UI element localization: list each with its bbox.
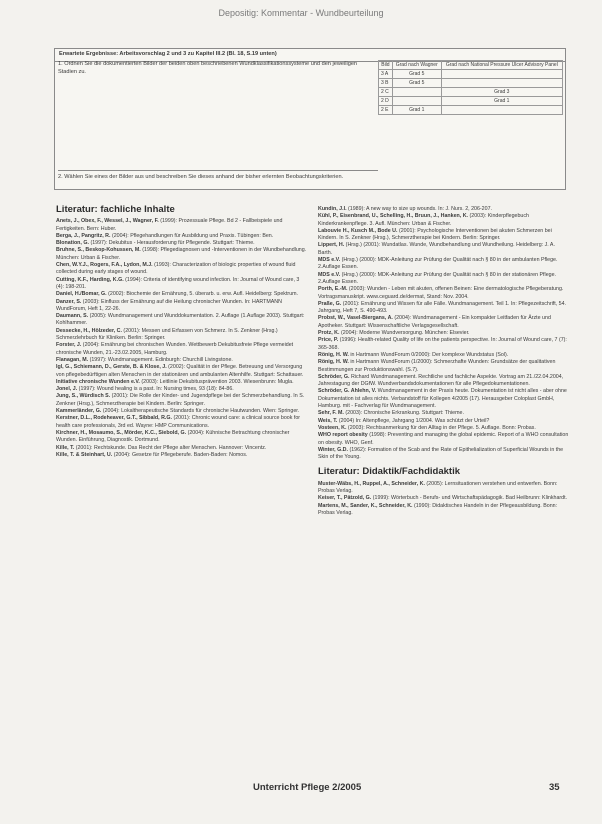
reference-text: (2002): Qualität in der Pflege. Betreuung und Versorgung von pflegebedürftigen alten Menschen in der stationären und ambulanten Altenhilfe. Stuttgart: Schattauer. [56,364,304,378]
reference-entry [56,240,308,247]
reference-text: (2001): Rechtskunde. Das Recht der Pflege alter Menschen. Hannover: Vincentz. [74,444,267,451]
reference-author: Berga, J., Pangritz, R. [56,232,111,239]
table-cell [392,88,441,97]
reference-author: Kille, T. & Steinhart, U. [56,451,113,458]
reference-author: MDS e.V. [318,257,341,264]
reference-text: (2001): Chronic wound care: a clinical source book for health care professionals, 3rd ed. Wayne: HMP Communications. [56,415,301,429]
reference-author: Jonel, J. [56,386,78,393]
table-header-cell: Grad nach National Pressure Ulcer Advisory Panel [441,61,562,70]
reference-entry [56,386,308,393]
reference-text: (1994): Criteria of identifying wound infection. In: Journal of Wound care, 3 (4): 198-201. [56,276,300,290]
reference-text: (1997): Dekubitus - Herausforderung für Pflegende. Stuttgart: Thieme. [88,240,255,247]
reference-text: Richard Wundmanagement. Rechtliche und fachliche Aspekte. Vortrag am 21./22.04.2004, Jahrestagung der DGfW. Wundverbandsdokumentationen für alle Pflegedokumentationen. [318,373,564,388]
reference-author: Vosteen, K. [318,424,347,431]
right-column [318,206,570,517]
reference-entry [318,447,570,462]
table-cell [441,70,562,79]
reference-author: Rönig, H. W. [318,359,349,366]
table-cell: Grad 5 [392,79,441,88]
task-box [54,48,566,190]
reference-author: Kundin, J.I. [318,206,347,212]
reference-entry [318,410,570,417]
reference-entry [318,432,570,447]
table-cell: Grad 1 [441,97,562,106]
reference-text: (2005): Wundmanagement und Wunddokumentation. 2. Auflage (1.Auflage 2003). Stuttgart: Kohlhammer. [56,313,305,327]
reference-author: Forster, J. [56,342,82,349]
reference-entry [56,277,308,292]
reference-text: (1999): Wörterbuch - Berufs- und Wirtschaftspädagogik. Bad Heilbrunn: Klinkhardt. [371,495,568,502]
reference-author: Winter, G.D. [318,446,348,453]
reference-entry [318,388,570,410]
reference-text: in Hartmann WundForum (1/2000): Schmerzhafte Wunden: Grundsätze der qualitativen Bestimmungen zur Produktionswahl. (S.7). [318,359,556,373]
reference-entry [318,503,570,518]
reference-text: (2004): Wundmanagement - Ein kompakter Leitfaden für Ärzte und Apotheker. Stuttgart: Wissenschaftliche Verlagsgesellschaft. [318,315,551,329]
reference-entry [56,247,308,262]
reference-author: Muster-Wäbs, H., Ruppel, A., Schneider, K. [318,480,425,487]
reference-text: (1998): Pflegediagnosen und -Interventionen in der Wundbehandlung. München: Urban & Fischer. [56,247,307,261]
reference-text: (2001): Die Rolle der Kinder- und Jugendpflege bei der Schmerzbehandlung. In S. Zenkner (Hrsg.), Schmerztherapie bei Kindern. Berlin: Springer. [56,393,305,407]
reference-entry [56,445,308,452]
table-cell: 2 C [379,88,393,97]
reference-text: (2004) In: Altenpflege, Jahrgang 1/2004. Was schützt der Urteil? [337,417,490,424]
reference-author: Kerstner, D.L., Rodeheaver, G.T., Sibbald, R.G. [56,415,172,422]
reference-author: WHO report obesity [318,432,368,439]
table-row [379,70,563,79]
reference-text: in Hartmann WundForum 0/2000): Der komplexe Wundstatus (Sol). [348,351,509,358]
reference-author: Probst, W., Vasel-Biergans, A. [318,315,393,322]
reference-text: (1997): Wound healing is a past. In: Nursing times, 93 (18): 84-86. [77,386,234,393]
reference-entry [318,301,570,316]
page-number: 35 [549,782,560,793]
reference-entry [318,495,570,502]
reference-author: Protz, K. [318,330,340,337]
reference-text: (Hrsg.) (2000): MDK-Anleitung zur Prüfung der Qualität nach § 80 in der ambulanten Pflege. 2.Auflage Essen. [318,257,558,271]
reference-entry [318,257,570,272]
reference-author: Weis, T. [318,417,338,424]
reference-entry [318,272,570,287]
table-cell: 2 D [379,97,393,106]
left-column [56,206,308,459]
reference-text: (1998): Preventing and managing the global epidemic. Report of a WHO consultation on obesity. WHO, Genf. [318,432,569,446]
reference-entry [56,364,308,379]
reference-text: (1990): Didaktisches Handeln in der Pflegeausbildung. Bonn: Probas Verlag. [318,502,558,516]
reference-author: Labouvie H., Kusch M., Bode U. [318,227,398,234]
reference-entry [318,481,570,496]
reference-entry [56,262,308,277]
reference-entry [56,342,308,357]
reference-entry [318,242,570,257]
reference-entry [318,418,570,425]
reference-text: (2004): Gesetze für Pflegeberufe. Baden-Baden: Nomos. [112,451,248,458]
reference-entry [56,452,308,459]
reference-text: (2002): Biochemie der Ernährung, 5. überarb. u. erw. Aufl. Heidelberg: Spektrum. [106,291,299,298]
reference-text: (2005): Lernsituationen verstehen und entwerfen. Bonn: Probas Verlag. [318,480,558,494]
table-cell: 3 B [379,79,393,88]
reference-text: (2003): Kinderpflegebuch Kinderkrankenpflege. 3. Aufl. München: Urban & Fischer. [318,213,529,227]
reference-author: Danzer, S. [56,298,82,305]
reference-entry [56,357,308,364]
reference-entry [318,352,570,359]
reference-entry [56,313,308,328]
reference-author: Jung, S., Würdisch S. [56,393,111,400]
reference-author: Igl, G., Schiemann, D., Gerste, B. & Klose, J. [56,364,167,371]
reference-entry [318,359,570,374]
reference-text: (1996): Health-related Quality of life on the patients perspective. In: Journal of Wound care, 7 (7): 365-368. [318,337,567,351]
reference-text: (2004): Pflegehandlungen für Ausbildung und Praxis. Tübingen: Ben. [110,232,274,239]
table-header-cell: Bild [379,61,393,70]
reference-entry [56,430,308,445]
reference-text: (Hrsg.) (2001): Wundatlas. Wunde, Wundbehandlung und Wundheilung. Heidelberg: J. A. Barth. [318,242,555,256]
table-cell: Grad 5 [392,70,441,79]
table-cell [441,79,562,88]
reference-entry [318,286,570,301]
reference-author: Kille, T. [56,444,75,451]
reference-author: Bruhne, S., Beskop-Kohussen, M. [56,247,141,254]
reference-entry [56,415,308,430]
reference-entry [318,228,570,243]
task-left-text: 1. Ordnen Sie die dokumentierten Bilder der beiden oben beschriebenen Wundklassifikationssysteme und den jeweiligen Stadien zu. [58,61,358,75]
reference-text: (2001): Psychologische Interventionen bei akuten Schmerzen bei Kindern. In S. Zenkner (Hrsg.), Schmerztherapie bei Kindern. Berlin: Springer. [318,227,552,242]
left-reference-list [56,218,308,459]
reference-author: Kirchner, H., Mosaumo, S., Mörder, K.C., Siebold, G. [56,429,187,436]
reference-author: Daumann, S. [56,313,89,320]
reference-entry [56,328,308,343]
reference-text: (2003): Rechtsanmerkung für den Alltag in der Pflege. 5. Auflage. Bonn: Probas. [346,424,536,431]
table-row [379,97,563,106]
table-cell: Grad 3 [441,88,562,97]
table-row [379,106,563,115]
reference-author: Anets, J., Obex, F., Wessel, J., Wagner, F. [56,218,159,225]
section-title-didaktik: Literatur: Didaktik/Fachdidaktik [318,466,461,478]
task-title: Erwartete Ergebnisse: Arbeitsvorschlag 2 und 3 zu Kapitel III.2 (Bl. 18, S.19 unten) [55,49,565,62]
reference-text: (1962): Formation of the Scab and the Rate of Epithelialization of Superficial Wounds in the Skin of the Young. [318,446,564,461]
didaktik-reference-list [318,481,570,517]
table-cell [441,106,562,115]
reference-entry [56,299,308,314]
running-header: Depositig: Kommentar - Wundbeurteilung [218,8,384,18]
reference-author: Daniel, H./Bomar, G. [56,291,107,298]
footer-journal-title: Unterricht Pflege 2/2005 [253,782,362,793]
reference-author: Flanagan, M. [56,356,89,363]
reference-author: Praße, G. [318,300,342,307]
reference-text: (Hrsg.) (2000): MDK-Anleitung zur Prüfung der Qualität nach § 80 in der stationären Pflege. 2.Auflage Essen. [318,271,556,285]
reference-author: Keiser, T., Pätzold, G. [318,495,372,502]
reference-text: (2003): Einfluss der Ernährung auf die Heilung chronischer Wunden. In: HARTMANN WundForum, Heft 1, 22-26. [56,298,282,312]
reference-author: Rönig, H. W. [318,351,349,358]
reference-text: (2003): Wunden - Leben mit akuten, offenen Beinen: Eine dermatologische Pflegeberatung. Vortragsmanuskript. www.ceguard.de/dermat, Stand: Nov. 2004. [318,286,564,300]
reference-entry [318,337,570,352]
grade-table [378,60,563,115]
reference-author: Cutting, K.F., Harding, K.G. [56,276,124,283]
reference-entry [56,218,308,233]
reference-entry [56,233,308,240]
right-reference-list [318,206,570,461]
table-cell: 3 A [379,70,393,79]
task-bottom-text: 2. Wählen Sie eines der Bilder aus und beschreiben Sie dieses anhand der bisher erlernten Beobachtungskriterien. [58,170,378,181]
reference-entry [318,213,570,228]
reference-text: (2003): Chronische Erkrankung. Stuttgart: Thieme. [343,410,464,417]
reference-entry [318,330,570,337]
reference-text: Wundmanagement in der Praxis heute. Dokumentation ist nicht alles - aber ohne Dokumentation ist alles nichts. Verbandstoff für Kollegen 4/2005 (17). Herausgeber Coloplast GmbH, Hamburg. mit - Fachverlag für Wundmanagement. [318,388,567,410]
section-title-fachliche-inhalte: Literatur: fachliche Inhalte [56,204,175,215]
reference-author: Kühl, P., Eisenbrand, U., Schelling, H., Bruun, J., Hanken, K. [318,213,469,220]
reference-text: (2004): Kühnische Betrachtung chronischer Wunden. Einführung, Diagnostik. Dortmund. [56,429,290,444]
reference-author: Kammerländer, G. [56,408,102,415]
table-cell [392,97,441,106]
reference-entry [56,408,308,415]
reference-author: Price, P. [318,337,339,344]
reference-entry [318,425,570,432]
reference-text: (2003): Leitlinie Dekubitusprävention 2003. Wiesenbrunn: Mugla. [139,378,294,385]
table-body [379,70,563,115]
reference-author: Porth, E.-M. [318,286,348,293]
reference-entry [56,291,308,298]
reference-entry [318,315,570,330]
reference-text: (2004): Lokaltherapeutische Standards für chronische Hautwunden. Wien: Springer. [101,408,300,415]
reference-author: Initiative chronische Wunden e.V. [56,378,140,385]
reference-text: (2001): Ernährung und Wissen für alle Fälle. Wundmanagement. Teil 1. In: Pflegezeitschrift, 54. Jahrgang, Heft 7, S. 490-493. [318,300,567,315]
reference-author: Schröder, G. [318,373,350,380]
table-row [379,79,563,88]
reference-text: (1999): Prozessuale Pflege. Bd 2 - Fallbeispiele und Fertigkeiten. Bern: Huber. [56,218,283,232]
reference-text: (1993): Characterization of biologic properties of wound fluid collected during early stages of wound. [56,262,296,276]
reference-entry [318,374,570,389]
table-row [379,88,563,97]
table-header-row [379,61,563,70]
reference-author: Sehr, F. M. [318,410,344,417]
reference-entry [56,379,308,386]
reference-author: Chen, W.Y.J., Rogers, F.A., Lydon, M.J. [56,262,153,269]
reference-text: (1997): Wundmanagement. Edinburgh: Churchill Livingstone. [88,356,233,363]
reference-entry [318,206,570,213]
reference-text: (2004): Moderne Wundversorgung. München: Elsevier. [339,330,470,337]
reference-author: Blonation, G. [56,240,89,247]
reference-entry [56,393,308,408]
table-cell: Grad 1 [392,106,441,115]
reference-text: (2004): Ernährung bei chronischen Wunden. Wettbewerb Dekubitusfreie Pflege vermeidet chronische Wunden, 21.-23.02.2005, Hamburg. [56,342,294,356]
table-header-cell: Grad nach Wagner [392,61,441,70]
table-cell: 2 E [379,106,393,115]
reference-text: (1989): A new way to size up wounds. In: J. Nurs. 2, 206-207. [346,206,492,212]
reference-author: MDS e.V. [318,271,341,278]
reference-author: Lippert, H. [318,242,345,249]
reference-author: Dessecke, H., Hölzeder, C. [56,327,122,334]
reference-text: (2001): Messen und Erfassen von Schmerz. In S. Zenkner (Hrsg.) Schmerzlehrbuch für Kliniken. Berlin: Springer. [56,327,278,342]
reference-author: Schröder, G. Ahlehn, V. [318,388,377,395]
reference-author: Martens, M., Sander, K., Schneider, K. [318,502,413,509]
